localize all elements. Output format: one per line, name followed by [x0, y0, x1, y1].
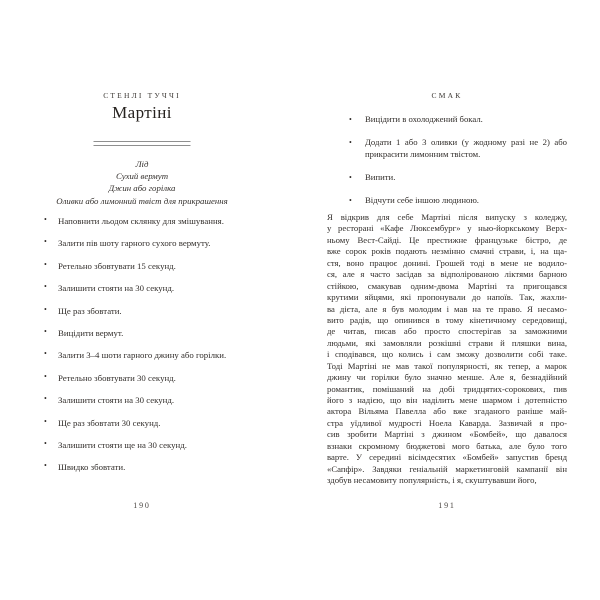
step-text: Ретельно збовтувати 30 секунд. — [58, 372, 176, 383]
running-header-book-title: СМАК — [431, 91, 463, 100]
recipe-step — [44, 216, 240, 226]
ingredient-line: Оливки або лимонний твіст для прикрашення — [56, 195, 228, 206]
step-text: Залишити стояти на 30 секунд. — [58, 395, 175, 406]
paragraph-line: де читав, писав або просто спостерігав за заможними — [327, 326, 567, 337]
step-text: Випити. — [365, 171, 396, 182]
recipe-step — [44, 283, 240, 293]
recipe-steps-list-continued — [327, 114, 567, 218]
paragraph-line: романтик, помішаний на добі тридцятих-сорокових, пив — [327, 383, 567, 394]
ingredient-line: Сухий вермут — [115, 171, 169, 182]
bullet-icon: • — [44, 371, 47, 381]
recipe-step — [44, 462, 240, 472]
step-text: Ретельно збовтувати 15 секунд. — [58, 260, 176, 271]
paragraph-line: взнаки скромному бюджетові мого батька, але було того — [327, 440, 567, 451]
paragraph-line: Тоді Мартіні не мав такої популярності, як тепер, а марок — [327, 360, 567, 371]
recipe-step — [327, 137, 567, 160]
paragraph-line: ва дієта, але я був молодим і мав на те право. Я несамо- — [327, 303, 567, 314]
bullet-icon: • — [44, 326, 47, 336]
ingredient-line: Лід — [135, 159, 149, 169]
ingredient-line: Джин або горілка — [108, 183, 176, 194]
step-text: Залити пів шоту гарного сухого вермуту. — [58, 238, 211, 249]
paragraph-line: «Сапфір». Завдяки геніальній маркетинговій кампанії він — [327, 463, 567, 474]
step-text: Ще раз збовтати 30 секунд. — [58, 417, 161, 428]
step-text: Ще раз збовтати. — [58, 305, 122, 316]
recipe-step — [327, 114, 567, 126]
recipe-step — [327, 195, 567, 207]
paragraph-line: стя, воно працює донині. Грошей тоді в мене не водило- — [327, 257, 567, 268]
paragraph-line: його з надією, що він наділить мене шармом і дотепністю — [327, 395, 567, 405]
paragraph-line: ся, але я часто засідав за відполірованою ліктями барною — [327, 269, 567, 280]
step-text: Залишити стояти ще на 30 секунд. — [58, 439, 187, 450]
paragraph-line: стійкою, смакував одним-двома Мартіні та пригощався — [327, 280, 567, 291]
recipe-step — [44, 261, 240, 271]
ingredients-list — [44, 158, 240, 207]
recipe-step — [44, 440, 240, 450]
bullet-icon: • — [44, 349, 47, 359]
recipe-steps-list — [44, 216, 240, 485]
recipe-step — [44, 350, 240, 360]
paragraph-line: здобув несамовиту популярність, і я, скуштувавши його, — [327, 475, 537, 486]
paragraph-line: і сподівався, що колись і сам зможу дозволити собі таке. — [327, 349, 567, 360]
bullet-icon: • — [44, 237, 47, 247]
paragraph-line: людьми, які замовляли розкішні страви й пляшки вина, — [327, 337, 567, 348]
paragraph-line: у ресторані «Кафе Люксембург» у нью-йоркському Верх- — [327, 223, 567, 234]
recipe-step — [44, 418, 240, 428]
page-number-left: 190 — [133, 501, 151, 510]
paragraph-line: ньому Вест-Сайді. Це престижне французьке бістро, де — [327, 234, 567, 245]
recipe-step — [44, 373, 240, 383]
section-divider-rule — [94, 141, 191, 146]
recipe-step — [44, 306, 240, 316]
bullet-icon: • — [44, 304, 47, 314]
paragraph-line: крутими яйцями, які пропонували до напоїв. Так, жахли- — [327, 292, 567, 303]
step-text: Швидко збовтати. — [58, 462, 126, 473]
step-text: Відчути себе іншою людиною. — [365, 194, 479, 205]
bullet-icon: • — [44, 259, 47, 269]
left-page — [44, 0, 240, 600]
step-text: Залити 3–4 шоти гарного джину або горілки. — [58, 350, 227, 361]
step-text: Вицідити в охолоджений бокал. — [365, 114, 483, 124]
recipe-step — [44, 328, 240, 338]
paragraph-line: сив зробити Мартіні з джином «Бомбей», що давалося — [327, 429, 567, 440]
paragraph-line: вже сорок років подають незмінно смачні страви, і, на ща- — [327, 246, 567, 257]
paragraph-line: вито радів, що опинився в тому кінетичному середовищі, — [327, 314, 567, 325]
page-number-right: 191 — [438, 501, 456, 510]
bullet-icon: • — [44, 438, 47, 448]
paragraph-line: джину чи горілки було значно менше. Але я, безнадійний — [327, 372, 567, 383]
step-text: Додати 1 або 3 оливки (у жодному разі не 2) або прикрасити лимонним твістом. — [365, 137, 567, 159]
right-page — [327, 0, 567, 600]
running-header-author: СТЕНЛІ ТУЧЧІ — [103, 91, 181, 100]
bullet-icon: • — [44, 394, 47, 404]
step-text: Вицідити вермут. — [58, 327, 124, 338]
chapter-title: Мартіні — [112, 103, 172, 122]
bullet-icon: • — [349, 115, 352, 124]
bullet-icon: • — [349, 172, 352, 182]
bullet-icon: • — [349, 195, 352, 205]
paragraph-line: актора Вільяма Павелла або вже згаданого раніше май- — [327, 406, 567, 417]
paragraph-line: стра уїдливої мудрості Ноела Каварда. Зазвичай я про- — [327, 417, 567, 428]
recipe-step — [44, 395, 240, 405]
paragraph-line: варте. У середині вісімдесятих «Бомбей» запустив бренд — [327, 452, 567, 463]
bullet-icon: • — [349, 138, 352, 148]
bullet-icon: • — [44, 282, 47, 292]
step-text: Наповнити льодом склянку для змішування. — [58, 216, 224, 226]
bullet-icon: • — [44, 215, 47, 224]
step-text: Залишити стояти на 30 секунд. — [58, 283, 175, 294]
paragraph-line: Я відкрив для себе Мартіні після випуску з коледжу, — [327, 212, 567, 222]
recipe-step — [44, 238, 240, 248]
body-paragraph — [327, 212, 567, 487]
bullet-icon: • — [44, 416, 47, 426]
recipe-step — [327, 172, 567, 184]
bullet-icon: • — [44, 461, 47, 471]
